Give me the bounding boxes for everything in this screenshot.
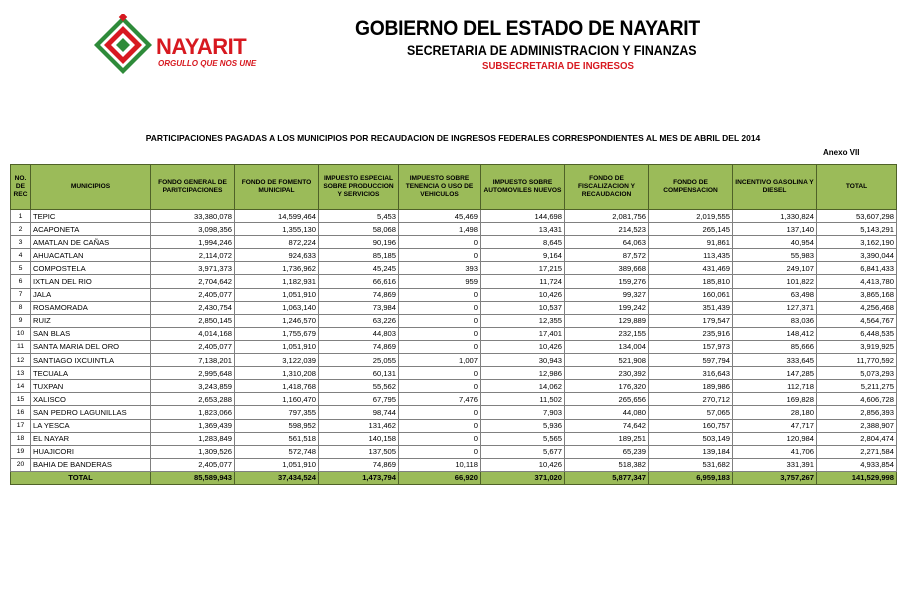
row-municipio: TUXPAN <box>31 380 151 393</box>
row-tenencia: 1,498 <box>399 223 481 236</box>
row-compensacion: 160,757 <box>649 419 733 432</box>
row-compensacion: 531,682 <box>649 458 733 471</box>
row-no: 4 <box>11 249 31 262</box>
table-row <box>11 223 897 236</box>
row-fgp: 1,283,849 <box>151 432 235 445</box>
row-ffm: 1,310,208 <box>235 367 319 380</box>
row-no: 9 <box>11 314 31 327</box>
row-ffm: 1,418,768 <box>235 380 319 393</box>
row-municipio: HUAJICORI <box>31 445 151 458</box>
row-fofir: 230,392 <box>565 367 649 380</box>
row-total: 4,606,728 <box>817 393 897 406</box>
row-total: 3,919,925 <box>817 340 897 353</box>
row-fgp: 3,098,356 <box>151 223 235 236</box>
row-isan: 30,943 <box>481 354 565 367</box>
row-ffm: 561,518 <box>235 432 319 445</box>
row-fofir: 64,063 <box>565 236 649 249</box>
row-ieps: 74,869 <box>319 458 399 471</box>
row-municipio: TECUALA <box>31 367 151 380</box>
row-tenencia: 0 <box>399 432 481 445</box>
nayarit-emblem-icon <box>92 14 154 76</box>
row-isan: 14,062 <box>481 380 565 393</box>
row-isan: 12,355 <box>481 314 565 327</box>
row-fofir: 265,656 <box>565 393 649 406</box>
row-fofir: 176,320 <box>565 380 649 393</box>
row-municipio: COMPOSTELA <box>31 262 151 275</box>
row-no: 12 <box>11 354 31 367</box>
row-fgp: 2,850,145 <box>151 314 235 327</box>
totals-row <box>11 471 897 484</box>
table-header-row <box>11 165 897 210</box>
row-ffm: 1,051,910 <box>235 458 319 471</box>
total-fgp: 85,589,943 <box>151 471 235 484</box>
row-ffm: 1,246,570 <box>235 314 319 327</box>
row-total: 4,933,854 <box>817 458 897 471</box>
row-no: 18 <box>11 432 31 445</box>
row-ieps: 74,869 <box>319 340 399 353</box>
row-ieps: 90,196 <box>319 236 399 249</box>
row-ieps: 66,616 <box>319 275 399 288</box>
row-fofir: 129,889 <box>565 314 649 327</box>
row-ieps: 63,226 <box>319 314 399 327</box>
row-isan: 5,565 <box>481 432 565 445</box>
row-ieps: 67,795 <box>319 393 399 406</box>
row-municipio: SANTA MARIA DEL ORO <box>31 340 151 353</box>
row-fgp: 2,995,648 <box>151 367 235 380</box>
row-tenencia: 0 <box>399 327 481 340</box>
row-fgp: 4,014,168 <box>151 327 235 340</box>
table-row <box>11 354 897 367</box>
row-isan: 5,936 <box>481 419 565 432</box>
row-total: 53,607,298 <box>817 210 897 223</box>
row-isan: 11,724 <box>481 275 565 288</box>
row-fgp: 2,405,077 <box>151 288 235 301</box>
table-row <box>11 340 897 353</box>
row-total: 2,804,474 <box>817 432 897 445</box>
row-gasolina: 137,140 <box>733 223 817 236</box>
subsecretaria-title: SUBSECRETARIA DE INGRESOS <box>482 60 634 72</box>
row-isan: 7,903 <box>481 406 565 419</box>
row-no: 19 <box>11 445 31 458</box>
row-ieps: 131,462 <box>319 419 399 432</box>
col-header-fondo-general: FONDO GENERAL DE PARITCIPACIONES <box>151 165 235 210</box>
row-compensacion: 160,061 <box>649 288 733 301</box>
table-row <box>11 314 897 327</box>
row-tenencia: 393 <box>399 262 481 275</box>
row-gasolina: 148,412 <box>733 327 817 340</box>
row-compensacion: 235,916 <box>649 327 733 340</box>
row-ffm: 3,122,039 <box>235 354 319 367</box>
row-ieps: 60,131 <box>319 367 399 380</box>
row-isan: 12,986 <box>481 367 565 380</box>
row-compensacion: 157,973 <box>649 340 733 353</box>
row-fofir: 214,523 <box>565 223 649 236</box>
total-fofir: 5,877,347 <box>565 471 649 484</box>
row-gasolina: 28,180 <box>733 406 817 419</box>
row-tenencia: 959 <box>399 275 481 288</box>
row-municipio: IXTLAN DEL RIO <box>31 275 151 288</box>
row-fgp: 2,405,077 <box>151 458 235 471</box>
row-compensacion: 351,439 <box>649 301 733 314</box>
row-gasolina: 249,107 <box>733 262 817 275</box>
row-isan: 17,401 <box>481 327 565 340</box>
row-isan: 11,502 <box>481 393 565 406</box>
row-ffm: 1,736,962 <box>235 262 319 275</box>
row-gasolina: 169,828 <box>733 393 817 406</box>
row-fgp: 1,309,526 <box>151 445 235 458</box>
row-compensacion: 91,861 <box>649 236 733 249</box>
row-total: 5,073,293 <box>817 367 897 380</box>
table-row <box>11 380 897 393</box>
row-compensacion: 179,547 <box>649 314 733 327</box>
row-ieps: 25,055 <box>319 354 399 367</box>
totals-label: TOTAL <box>11 471 151 484</box>
table-row <box>11 275 897 288</box>
total-gasolina: 3,757,267 <box>733 471 817 484</box>
row-municipio: AMATLAN DE CAÑAS <box>31 236 151 249</box>
row-municipio: SAN BLAS <box>31 327 151 340</box>
table-row <box>11 367 897 380</box>
row-fgp: 1,823,066 <box>151 406 235 419</box>
row-ieps: 85,185 <box>319 249 399 262</box>
row-total: 6,448,535 <box>817 327 897 340</box>
table-row <box>11 249 897 262</box>
table-row <box>11 327 897 340</box>
row-fgp: 33,380,078 <box>151 210 235 223</box>
table-row <box>11 406 897 419</box>
row-ffm: 924,633 <box>235 249 319 262</box>
total-ffm: 37,434,524 <box>235 471 319 484</box>
row-ffm: 872,224 <box>235 236 319 249</box>
row-no: 11 <box>11 340 31 353</box>
col-header-isan: IMPUESTO SOBRE AUTOMOVILES NUEVOS <box>481 165 565 210</box>
row-ffm: 14,599,464 <box>235 210 319 223</box>
row-tenencia: 10,118 <box>399 458 481 471</box>
col-header-municipios: MUNICIPIOS <box>31 165 151 210</box>
row-gasolina: 147,285 <box>733 367 817 380</box>
row-isan: 13,431 <box>481 223 565 236</box>
row-compensacion: 57,065 <box>649 406 733 419</box>
row-ffm: 797,355 <box>235 406 319 419</box>
row-total: 11,770,592 <box>817 354 897 367</box>
row-municipio: JALA <box>31 288 151 301</box>
table-row <box>11 301 897 314</box>
report-title: PARTICIPACIONES PAGADAS A LOS MUNICIPIOS POR RECAUDACION DE INGRESOS FEDERALES CORRESPONDIENTES AL MES DE ABRIL DEL 2014 <box>145 133 761 143</box>
row-tenencia: 1,007 <box>399 354 481 367</box>
row-no: 3 <box>11 236 31 249</box>
row-municipio: BAHIA DE BANDERAS <box>31 458 151 471</box>
row-no: 16 <box>11 406 31 419</box>
row-no: 7 <box>11 288 31 301</box>
row-fofir: 232,155 <box>565 327 649 340</box>
row-total: 2,856,393 <box>817 406 897 419</box>
row-municipio: RUIZ <box>31 314 151 327</box>
row-isan: 10,426 <box>481 458 565 471</box>
col-header-fomento-municipal: FONDO DE FOMENTO MUNICIPAL <box>235 165 319 210</box>
row-fgp: 1,369,439 <box>151 419 235 432</box>
row-fgp: 3,243,859 <box>151 380 235 393</box>
row-no: 17 <box>11 419 31 432</box>
row-tenencia: 0 <box>399 367 481 380</box>
table-row <box>11 445 897 458</box>
col-header-no: NO. DE REC <box>11 165 31 210</box>
row-no: 1 <box>11 210 31 223</box>
row-fofir: 2,081,756 <box>565 210 649 223</box>
row-municipio: TEPIC <box>31 210 151 223</box>
row-tenencia: 0 <box>399 301 481 314</box>
row-total: 3,390,044 <box>817 249 897 262</box>
col-header-ieps: IMPUESTO ESPECIAL SOBRE PRODUCCION Y SERVICIOS <box>319 165 399 210</box>
row-no: 10 <box>11 327 31 340</box>
row-ffm: 1,182,931 <box>235 275 319 288</box>
row-ieps: 140,158 <box>319 432 399 445</box>
table-row <box>11 432 897 445</box>
col-header-tenencia: IMPUESTO SOBRE TENENCIA O USO DE VEHICULOS <box>399 165 481 210</box>
row-no: 2 <box>11 223 31 236</box>
table-row <box>11 210 897 223</box>
row-gasolina: 85,666 <box>733 340 817 353</box>
row-municipio: EL NAYAR <box>31 432 151 445</box>
table-row <box>11 262 897 275</box>
row-gasolina: 1,330,824 <box>733 210 817 223</box>
row-gasolina: 127,371 <box>733 301 817 314</box>
logo-tagline: ORGULLO QUE NOS UNE <box>158 59 257 68</box>
row-fgp: 2,405,077 <box>151 340 235 353</box>
row-municipio: SANTIAGO IXCUINTLA <box>31 354 151 367</box>
total-tenencia: 66,920 <box>399 471 481 484</box>
row-isan: 8,645 <box>481 236 565 249</box>
row-ieps: 44,803 <box>319 327 399 340</box>
row-ffm: 572,748 <box>235 445 319 458</box>
row-tenencia: 0 <box>399 314 481 327</box>
row-gasolina: 83,036 <box>733 314 817 327</box>
row-gasolina: 112,718 <box>733 380 817 393</box>
row-isan: 10,426 <box>481 288 565 301</box>
row-tenencia: 0 <box>399 380 481 393</box>
row-compensacion: 139,184 <box>649 445 733 458</box>
row-municipio: LA YESCA <box>31 419 151 432</box>
row-isan: 17,215 <box>481 262 565 275</box>
row-fofir: 74,642 <box>565 419 649 432</box>
row-municipio: SAN PEDRO LAGUNILLAS <box>31 406 151 419</box>
logo-wordmark: NAYARIT <box>156 34 247 59</box>
row-fofir: 199,242 <box>565 301 649 314</box>
row-gasolina: 331,391 <box>733 458 817 471</box>
row-gasolina: 47,717 <box>733 419 817 432</box>
row-compensacion: 270,712 <box>649 393 733 406</box>
row-fgp: 2,114,072 <box>151 249 235 262</box>
row-fofir: 99,327 <box>565 288 649 301</box>
row-ieps: 74,869 <box>319 288 399 301</box>
row-total: 3,162,190 <box>817 236 897 249</box>
row-gasolina: 63,498 <box>733 288 817 301</box>
row-fofir: 159,276 <box>565 275 649 288</box>
row-municipio: ACAPONETA <box>31 223 151 236</box>
col-header-fiscalizacion: FONDO DE FISCALIZACION Y RECAUDACION <box>565 165 649 210</box>
row-compensacion: 316,643 <box>649 367 733 380</box>
col-header-gasolina: INCENTIVO GASOLINA Y DIESEL <box>733 165 817 210</box>
row-tenencia: 0 <box>399 249 481 262</box>
row-total: 3,865,168 <box>817 288 897 301</box>
row-compensacion: 503,149 <box>649 432 733 445</box>
row-compensacion: 597,794 <box>649 354 733 367</box>
row-ieps: 5,453 <box>319 210 399 223</box>
table-row <box>11 288 897 301</box>
nayarit-logo <box>92 14 262 80</box>
table-row <box>11 393 897 406</box>
row-no: 15 <box>11 393 31 406</box>
row-fofir: 518,382 <box>565 458 649 471</box>
row-tenencia: 0 <box>399 288 481 301</box>
row-isan: 10,537 <box>481 301 565 314</box>
row-compensacion: 2,019,555 <box>649 210 733 223</box>
row-fgp: 7,138,201 <box>151 354 235 367</box>
row-total: 4,564,767 <box>817 314 897 327</box>
row-total: 6,841,433 <box>817 262 897 275</box>
row-no: 6 <box>11 275 31 288</box>
row-fofir: 521,908 <box>565 354 649 367</box>
row-ieps: 58,068 <box>319 223 399 236</box>
row-fgp: 2,704,642 <box>151 275 235 288</box>
row-compensacion: 265,145 <box>649 223 733 236</box>
row-total: 4,256,468 <box>817 301 897 314</box>
row-isan: 144,698 <box>481 210 565 223</box>
row-no: 8 <box>11 301 31 314</box>
total-grand: 141,529,998 <box>817 471 897 484</box>
row-ffm: 1,355,130 <box>235 223 319 236</box>
row-total: 4,413,780 <box>817 275 897 288</box>
row-total: 2,271,584 <box>817 445 897 458</box>
row-total: 5,211,275 <box>817 380 897 393</box>
row-no: 13 <box>11 367 31 380</box>
row-ieps: 137,505 <box>319 445 399 458</box>
table-row <box>11 458 897 471</box>
row-fofir: 134,004 <box>565 340 649 353</box>
row-tenencia: 0 <box>399 340 481 353</box>
row-fgp: 1,994,246 <box>151 236 235 249</box>
row-isan: 10,426 <box>481 340 565 353</box>
row-gasolina: 101,822 <box>733 275 817 288</box>
row-gasolina: 333,645 <box>733 354 817 367</box>
table-row <box>11 419 897 432</box>
row-compensacion: 431,469 <box>649 262 733 275</box>
row-municipio: XALISCO <box>31 393 151 406</box>
table-row <box>11 236 897 249</box>
row-compensacion: 189,986 <box>649 380 733 393</box>
row-gasolina: 120,984 <box>733 432 817 445</box>
row-municipio: AHUACATLAN <box>31 249 151 262</box>
total-isan: 371,020 <box>481 471 565 484</box>
row-ffm: 1,051,910 <box>235 288 319 301</box>
row-gasolina: 40,954 <box>733 236 817 249</box>
participaciones-table <box>10 164 897 485</box>
row-fofir: 189,251 <box>565 432 649 445</box>
row-tenencia: 0 <box>399 236 481 249</box>
government-title: GOBIERNO DEL ESTADO DE NAYARIT <box>355 17 700 40</box>
row-ffm: 1,063,140 <box>235 301 319 314</box>
row-ieps: 55,562 <box>319 380 399 393</box>
row-municipio: ROSAMORADA <box>31 301 151 314</box>
row-tenencia: 45,469 <box>399 210 481 223</box>
row-ieps: 98,744 <box>319 406 399 419</box>
row-fofir: 65,239 <box>565 445 649 458</box>
row-tenencia: 7,476 <box>399 393 481 406</box>
row-ieps: 45,245 <box>319 262 399 275</box>
row-fofir: 87,572 <box>565 249 649 262</box>
total-ieps: 1,473,794 <box>319 471 399 484</box>
row-isan: 9,164 <box>481 249 565 262</box>
row-fgp: 2,653,288 <box>151 393 235 406</box>
row-tenencia: 0 <box>399 406 481 419</box>
row-fofir: 389,668 <box>565 262 649 275</box>
row-gasolina: 41,706 <box>733 445 817 458</box>
row-compensacion: 113,435 <box>649 249 733 262</box>
row-total: 5,143,291 <box>817 223 897 236</box>
row-no: 20 <box>11 458 31 471</box>
row-ffm: 1,160,470 <box>235 393 319 406</box>
annex-label: Anexo VII <box>823 148 860 157</box>
row-total: 2,388,907 <box>817 419 897 432</box>
row-no: 14 <box>11 380 31 393</box>
row-ieps: 73,984 <box>319 301 399 314</box>
secretaria-title: SECRETARIA DE ADMINISTRACION Y FINANZAS <box>407 43 697 58</box>
row-fofir: 44,080 <box>565 406 649 419</box>
row-no: 5 <box>11 262 31 275</box>
col-header-compensacion: FONDO DE COMPENSACION <box>649 165 733 210</box>
row-gasolina: 55,983 <box>733 249 817 262</box>
row-ffm: 1,755,679 <box>235 327 319 340</box>
row-ffm: 1,051,910 <box>235 340 319 353</box>
total-compensacion: 6,959,183 <box>649 471 733 484</box>
row-compensacion: 185,810 <box>649 275 733 288</box>
row-isan: 5,677 <box>481 445 565 458</box>
row-fgp: 3,971,373 <box>151 262 235 275</box>
row-tenencia: 0 <box>399 445 481 458</box>
row-tenencia: 0 <box>399 419 481 432</box>
col-header-total: TOTAL <box>817 165 897 210</box>
row-ffm: 598,952 <box>235 419 319 432</box>
row-fgp: 2,430,754 <box>151 301 235 314</box>
